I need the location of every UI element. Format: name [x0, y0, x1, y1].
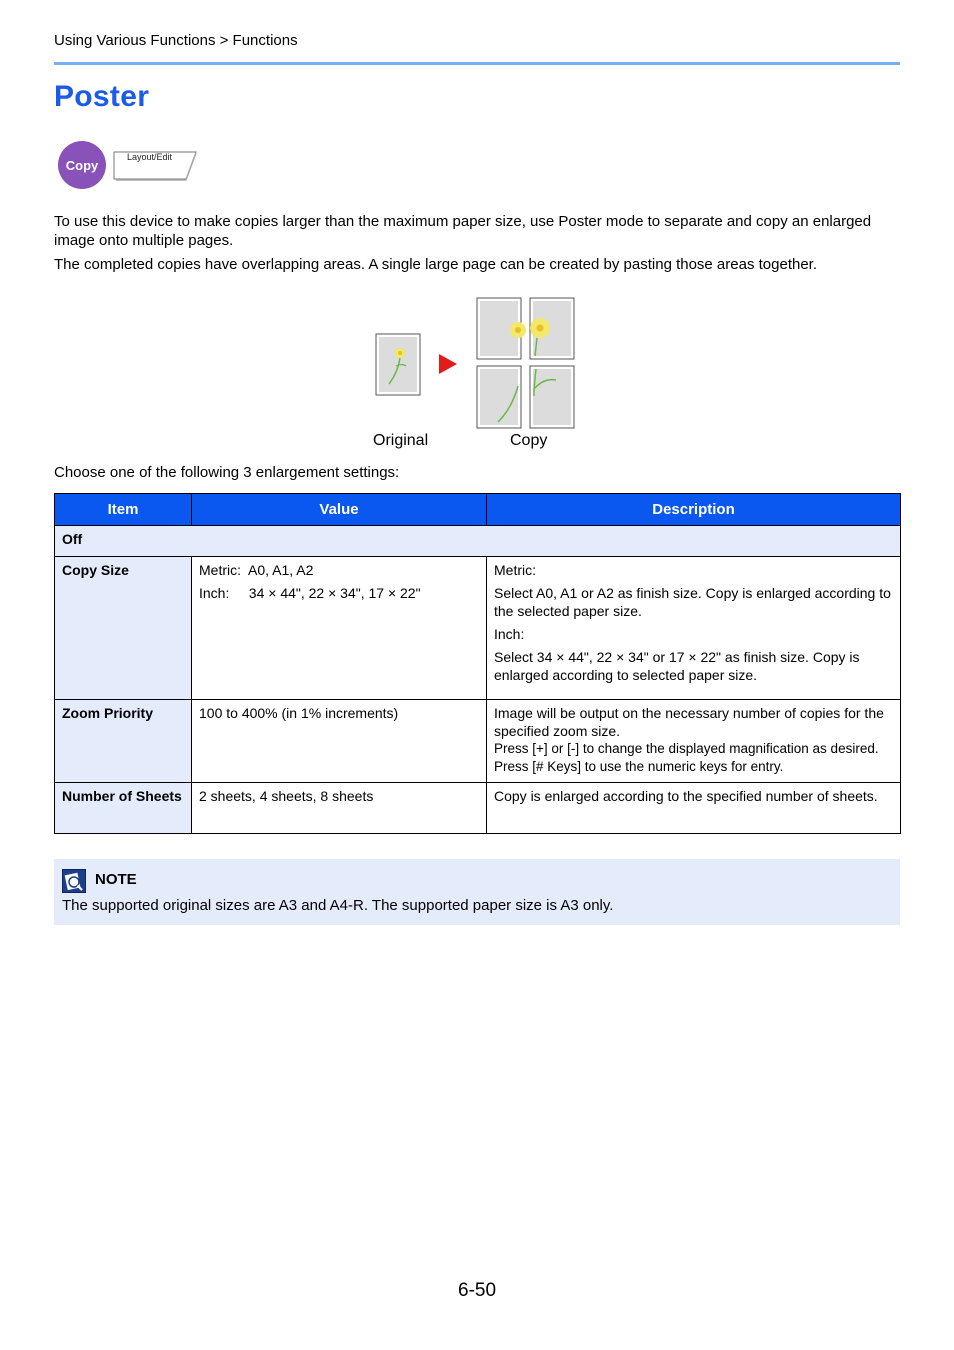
table-row-zoom-priority	[55, 700, 901, 783]
note-icon	[62, 869, 86, 893]
value-inch-line: Inch: 34 × 44", 22 × 34", 17 × 22"	[199, 585, 421, 601]
copy-caption: Copy	[510, 432, 548, 449]
item-zoom-priority: Zoom Priority	[55, 700, 192, 783]
header-rule	[54, 62, 900, 65]
enlargement-settings-table	[54, 493, 901, 834]
copy-mode-label: Copy	[65, 157, 99, 173]
desc-zoom-main: Image will be output on the necessary number of copies for the specified zoom size.	[494, 705, 884, 739]
breadcrumb: Using Various Functions > Functions	[54, 32, 298, 49]
off-cell: Off	[55, 526, 901, 557]
table-row-number-of-sheets	[55, 783, 901, 834]
header-value: Value	[192, 494, 487, 526]
item-copy-size: Copy Size	[55, 557, 192, 700]
intro-paragraph-2: The completed copies have overlapping areas. A single large page can be created by pasting those areas together.	[54, 256, 818, 273]
desc-inch-text: Select 34 × 44", 22 × 34" or 17 × 22" as finish size. Copy is enlarged according to selected paper size.	[494, 649, 860, 683]
desc-zoom-priority	[487, 700, 901, 783]
desc-number-of-sheets: Copy is enlarged according to the specified number of sheets.	[487, 783, 901, 834]
value-copy-size	[192, 557, 487, 700]
header-item: Item	[55, 494, 192, 526]
note-title: NOTE	[95, 871, 137, 888]
value-metric-line: Metric: A0, A1, A2	[199, 562, 314, 578]
table-header-row	[55, 494, 901, 526]
poster-illustration	[372, 296, 582, 431]
copy-mode-button[interactable]	[58, 141, 106, 189]
page-title: Poster	[54, 80, 150, 113]
desc-metric-heading: Metric:	[494, 562, 536, 578]
intro-paragraph-1: To use this device to make copies larger than the maximum paper size, use Poster mode to separate and copy an enlarged image onto multiple pages.	[54, 213, 872, 249]
note-box	[54, 859, 900, 925]
table-row-off	[55, 526, 901, 557]
value-zoom-priority: 100 to 400% (in 1% increments)	[192, 700, 487, 783]
choose-text: Choose one of the following 3 enlargement settings:	[54, 464, 400, 481]
copy-tiles-image	[477, 298, 574, 428]
original-page-image	[376, 334, 420, 395]
original-caption: Original	[373, 432, 429, 449]
value-number-of-sheets: 2 sheets, 4 sheets, 8 sheets	[192, 783, 487, 834]
desc-metric-text: Select A0, A1 or A2 as finish size. Copy is enlarged according to the selected paper size.	[494, 585, 891, 619]
desc-copy-size	[487, 557, 901, 700]
layout-edit-tab-label: Layout/Edit	[127, 152, 173, 162]
note-text: The supported original sizes are A3 and A4-R. The supported paper size is A3 only.	[62, 897, 614, 914]
table-row-copy-size	[55, 557, 901, 700]
header-description: Description	[487, 494, 901, 526]
arrow-right-icon	[439, 354, 457, 374]
item-number-of-sheets: Number of Sheets	[55, 783, 192, 834]
desc-inch-heading: Inch:	[494, 626, 525, 642]
page-number: 6-50	[458, 1280, 497, 1301]
desc-zoom-small: Press [+] or [-] to change the displayed magnification as desired. Press [# Keys] to use the numeric keys for entry.	[494, 741, 879, 774]
